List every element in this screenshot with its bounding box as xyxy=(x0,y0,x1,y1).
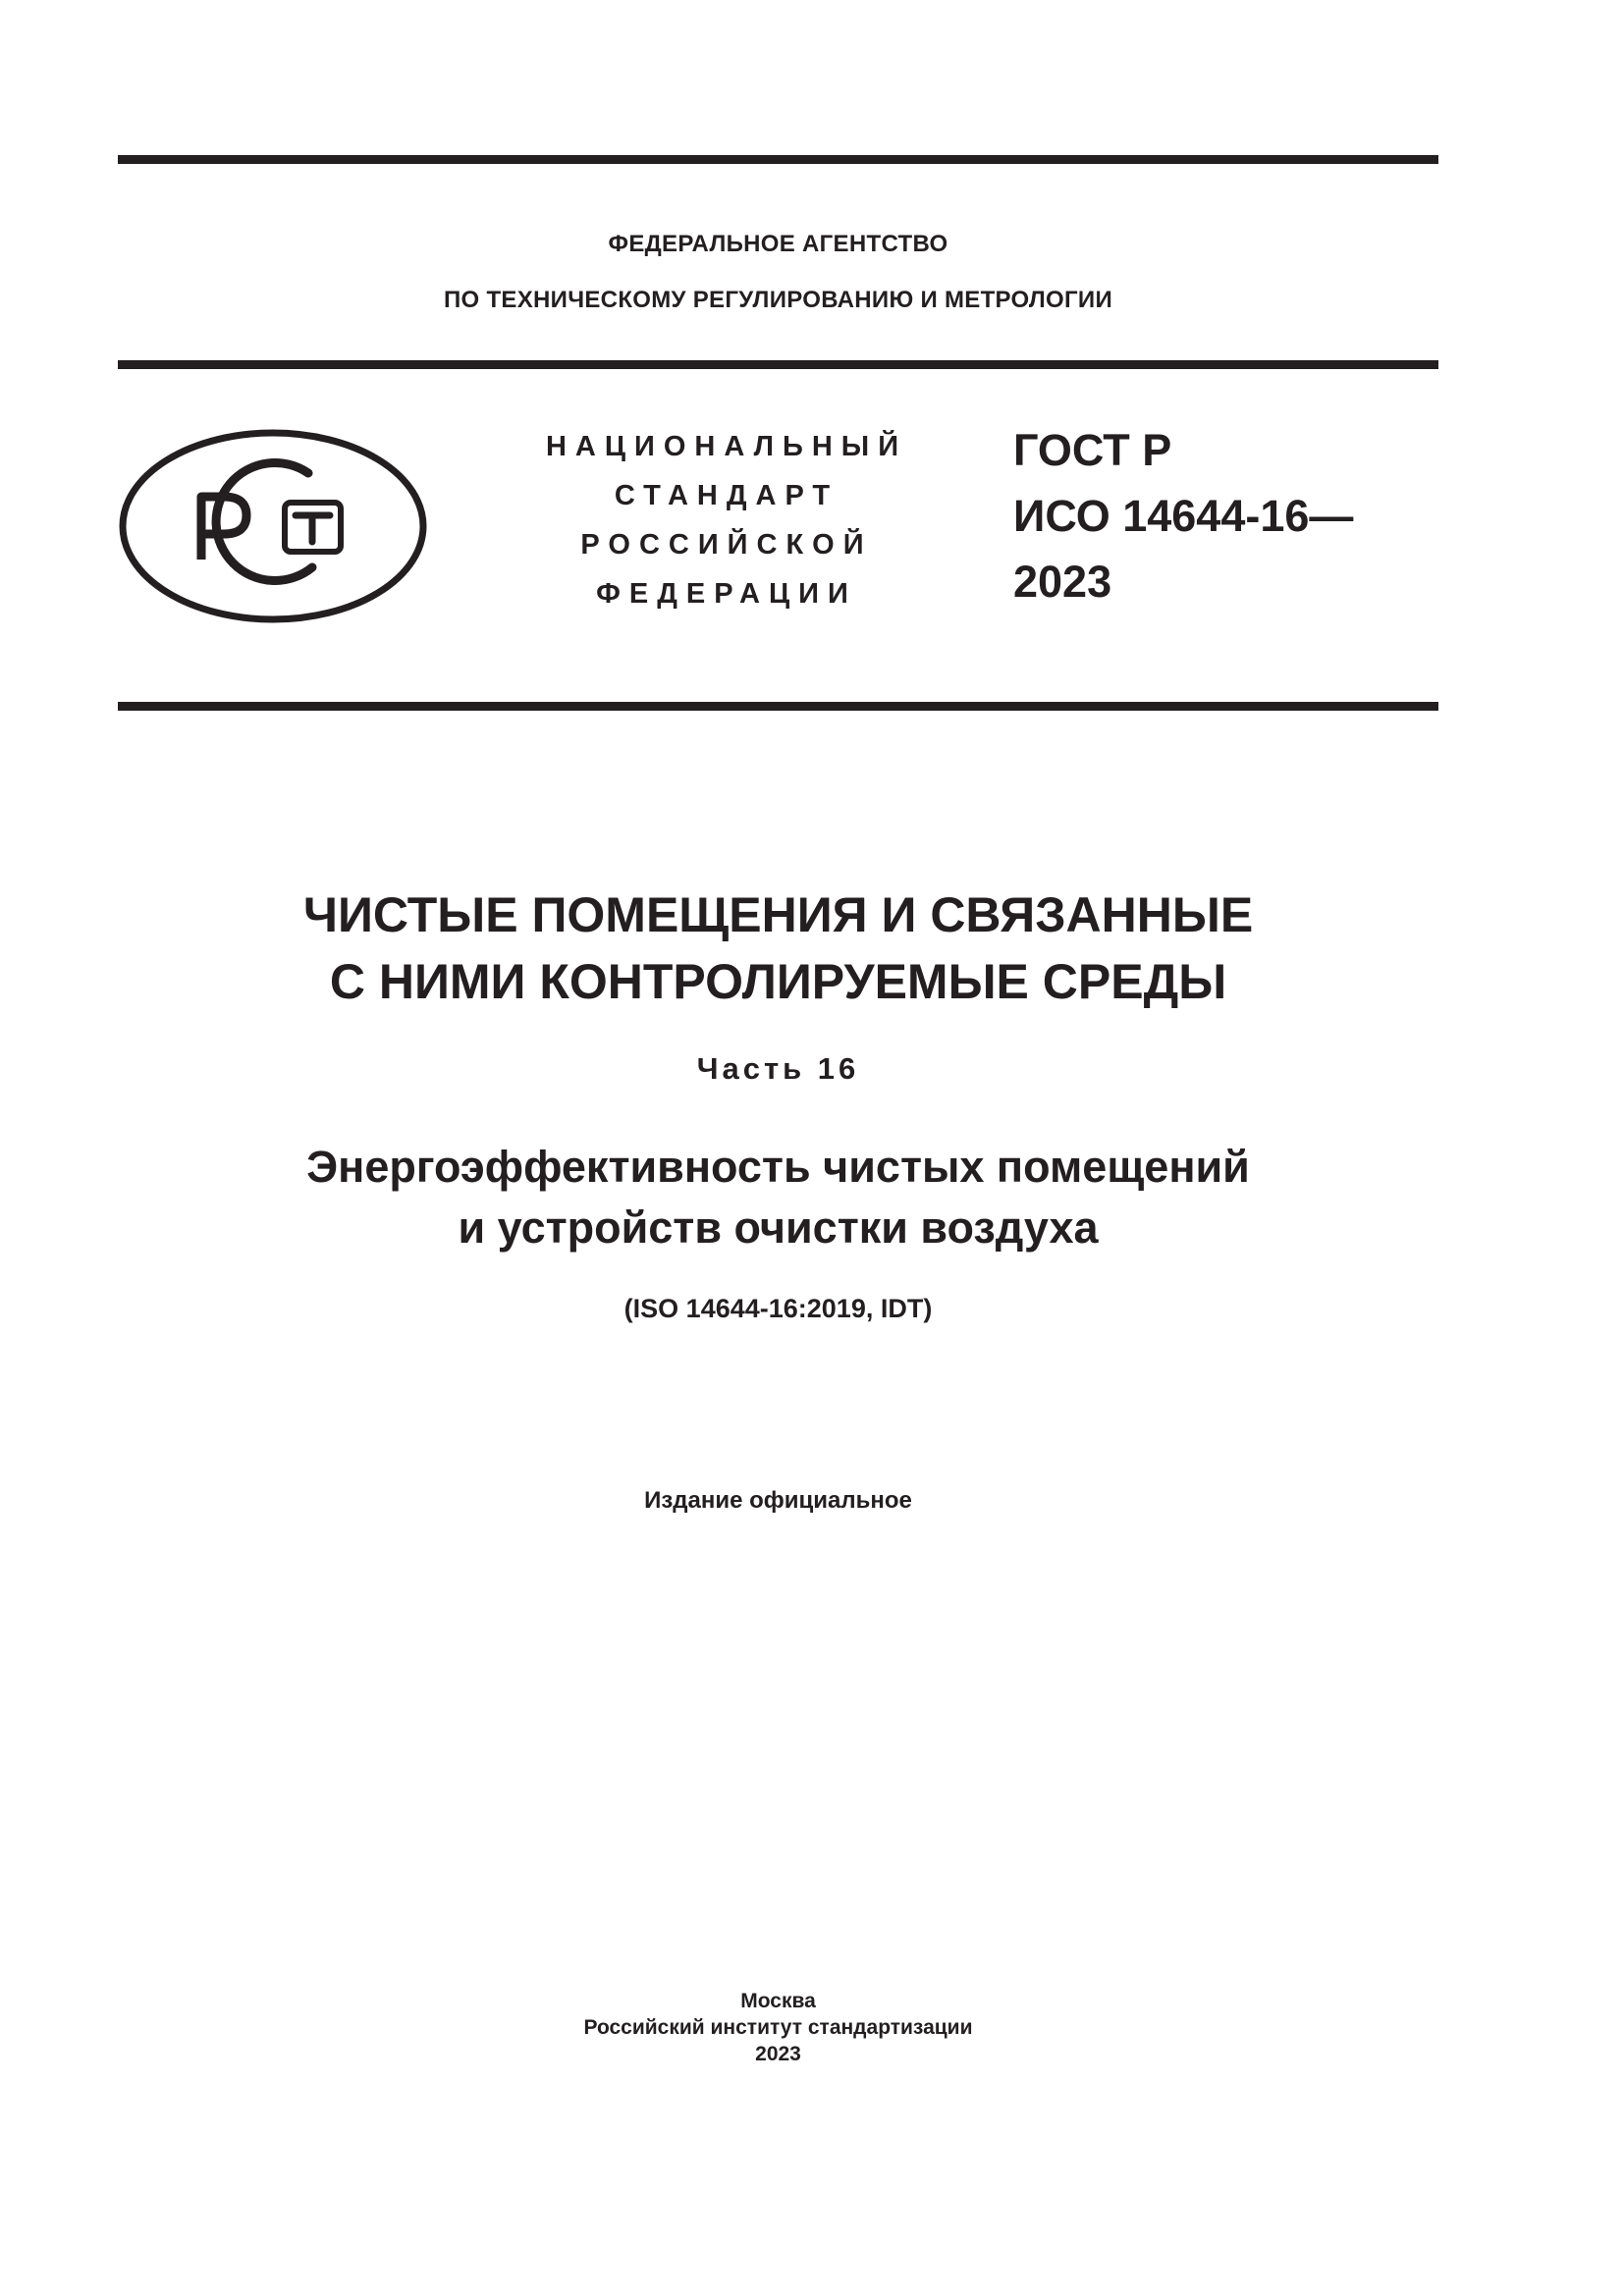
document-subtitle xyxy=(118,1137,1438,1258)
part-number: Часть 16 xyxy=(696,1051,860,1086)
standard-designation xyxy=(1013,417,1426,614)
title-line-2: С НИМИ КОНТРОЛИРУЕМЫЕ СРЕДЫ xyxy=(329,954,1227,1009)
designation-line-2: ИСО 14644-16— xyxy=(1013,491,1354,541)
iso-reference: (ISO 14644-16:2019, IDT) xyxy=(623,1294,933,1323)
header-divider xyxy=(118,360,1438,369)
national-standard-line-3: РОССИЙСКОЙ xyxy=(580,529,873,561)
imprint-publisher: Российский институт стандартизации xyxy=(583,2016,973,2039)
edition-label: Издание официальное xyxy=(644,1487,912,1514)
subtitle-line-1: Энергоэффективность чистых помещений xyxy=(306,1142,1250,1192)
subtitle-line-2: и устройств очистки воздуха xyxy=(458,1202,1099,1253)
rst-certification-mark-icon xyxy=(116,428,430,624)
imprint-city: Москва xyxy=(740,1990,816,2012)
imprint xyxy=(118,1988,1438,2067)
national-standard-line-2: СТАНДАРТ xyxy=(614,480,839,511)
document-title xyxy=(118,881,1438,1015)
title-block-divider xyxy=(118,702,1438,711)
imprint-year: 2023 xyxy=(755,2043,801,2065)
designation-line-3: 2023 xyxy=(1013,557,1112,607)
agency-line-2: ПО ТЕХНИЧЕСКОМУ РЕГУЛИРОВАНИЮ И МЕТРОЛОГИИ xyxy=(443,287,1113,313)
designation-line-1: ГОСТ Р xyxy=(1013,425,1172,475)
title-line-1: ЧИСТЫЕ ПОМЕЩЕНИЯ И СВЯЗАННЫЕ xyxy=(302,887,1254,942)
agency-header xyxy=(118,216,1438,328)
national-standard-label xyxy=(491,422,962,618)
national-standard-line-1: НАЦИОНАЛЬНЫЙ xyxy=(545,431,908,462)
agency-line-1: ФЕДЕРАЛЬНОЕ АГЕНТСТВО xyxy=(608,231,948,257)
national-standard-line-4: ФЕДЕРАЦИИ xyxy=(596,578,857,610)
top-divider xyxy=(118,155,1438,164)
